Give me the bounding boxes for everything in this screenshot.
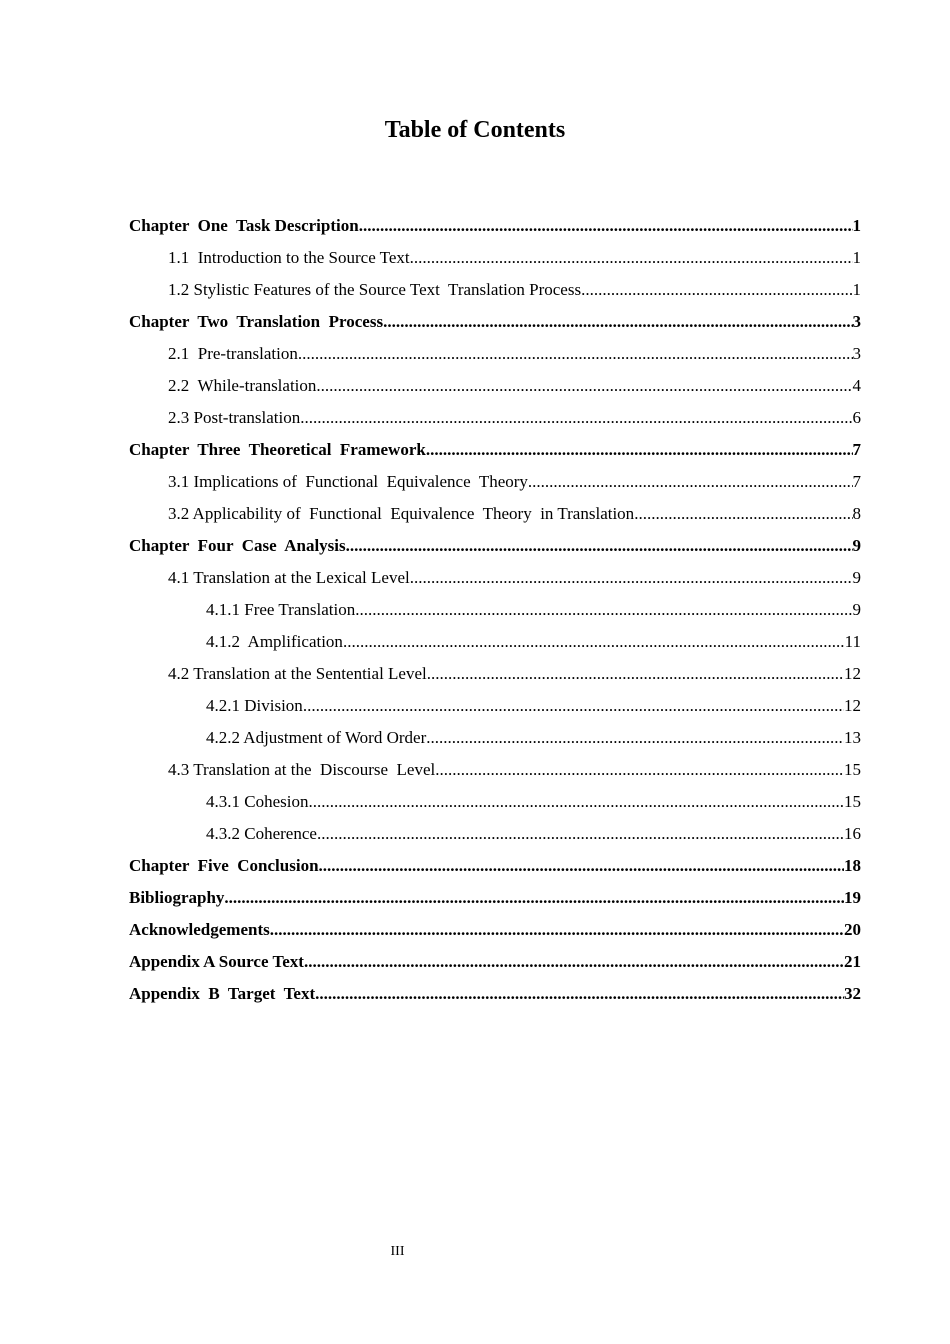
toc-dot-leader: [528, 466, 853, 498]
toc-entry[interactable]: [129, 562, 861, 594]
toc-dot-leader: [315, 978, 844, 1010]
toc-dot-leader: [581, 274, 852, 306]
toc-entry[interactable]: [129, 498, 861, 530]
toc-entry[interactable]: [129, 978, 861, 1010]
toc-entry-page: 13: [844, 728, 861, 747]
toc-entry-label: 4.1.1 Free Translation: [206, 600, 356, 619]
toc-dot-leader: [634, 498, 852, 530]
toc-entry[interactable]: [129, 850, 861, 882]
toc-entry[interactable]: [129, 818, 861, 850]
toc-dot-leader: [319, 850, 844, 882]
toc-entry-label: 4.3 Translation at the Discourse Level: [168, 760, 436, 779]
page-number: III: [390, 1244, 405, 1259]
toc-dot-leader: [426, 434, 853, 466]
toc-entry-page: 9: [852, 568, 861, 587]
toc-entry[interactable]: [129, 466, 861, 498]
toc-entry[interactable]: [129, 530, 861, 562]
toc-dot-leader: [304, 946, 844, 978]
toc-entry[interactable]: [129, 946, 861, 978]
toc-entry-label: 4.1.2 Amplification: [206, 632, 343, 651]
toc-dot-leader: [317, 818, 844, 850]
toc-entry-page: 8: [852, 504, 861, 523]
toc-entry[interactable]: [129, 434, 861, 466]
toc-entry[interactable]: [129, 786, 861, 818]
page-title: Table of Contents: [384, 117, 566, 143]
toc-entry-page: 1: [852, 216, 861, 235]
toc-entry-page: 6: [852, 408, 861, 427]
toc-entry-page: 1: [852, 248, 861, 267]
table-of-contents: [129, 210, 861, 1010]
toc-dot-leader: [343, 626, 845, 658]
toc-dot-leader: [224, 882, 844, 914]
toc-entry-label: 4.2 Translation at the Sentential Level: [168, 664, 427, 683]
toc-entry-label: 1.1 Introduction to the Source Text: [168, 248, 410, 267]
toc-entry-page: 7: [852, 472, 861, 491]
toc-entry-label: 3.1 Implications of Functional Equivalence Theory: [168, 472, 528, 491]
toc-entry[interactable]: [129, 754, 861, 786]
toc-dot-leader: [316, 370, 852, 402]
toc-entry-page: 15: [844, 792, 861, 811]
toc-entry-label: Acknowledgements: [129, 920, 270, 939]
toc-entry[interactable]: [129, 626, 861, 658]
toc-dot-leader: [346, 530, 853, 562]
toc-entry[interactable]: [129, 402, 861, 434]
toc-dot-leader: [426, 722, 844, 754]
toc-entry-label: 4.2.1 Division: [206, 696, 303, 715]
toc-entry-page: 12: [844, 696, 861, 715]
toc-entry[interactable]: [129, 242, 861, 274]
toc-dot-leader: [435, 754, 844, 786]
toc-entry-label: 4.2.2 Adjustment of Word Order: [206, 728, 427, 747]
toc-dot-leader: [355, 594, 852, 626]
toc-entry[interactable]: [129, 274, 861, 306]
toc-entry[interactable]: [129, 210, 861, 242]
toc-entry-label: 4.3.1 Cohesion: [206, 792, 309, 811]
toc-entry-page: 3: [852, 312, 861, 331]
toc-entry-page: 20: [844, 920, 861, 939]
toc-entry-page: 15: [844, 760, 861, 779]
toc-entry-label: Chapter Three Theoretical Framework: [129, 440, 426, 459]
toc-entry[interactable]: [129, 722, 861, 754]
toc-entry-label: 4.3.2 Coherence: [206, 824, 317, 843]
toc-entry-label: 1.2 Stylistic Features of the Source Text Translation Process: [168, 280, 582, 299]
toc-dot-leader: [359, 210, 853, 242]
toc-entry-label: Chapter Two Translation Process: [129, 312, 384, 331]
toc-entry-label: Appendix B Target Text: [129, 984, 316, 1003]
toc-entry-page: 7: [852, 440, 861, 459]
toc-entry-page: 1: [852, 280, 861, 299]
toc-entry[interactable]: [129, 306, 861, 338]
toc-entry-page: 4: [852, 376, 861, 395]
toc-entry-page: 12: [844, 664, 861, 683]
toc-entry-page: 9: [852, 536, 861, 555]
toc-dot-leader: [300, 402, 852, 434]
toc-entry-label: 2.1 Pre-translation: [168, 344, 298, 363]
toc-entry-page: 16: [844, 824, 861, 843]
toc-dot-leader: [410, 242, 853, 274]
toc-entry[interactable]: [129, 914, 861, 946]
toc-entry-page: 18: [844, 856, 861, 875]
toc-entry[interactable]: [129, 370, 861, 402]
toc-entry[interactable]: [129, 658, 861, 690]
toc-entry-label: Chapter Four Case Analysis: [129, 536, 346, 555]
toc-entry-label: 3.2 Applicability of Functional Equivalence Theory in Translation: [168, 504, 635, 523]
toc-entry[interactable]: [129, 690, 861, 722]
toc-entry-page: 21: [844, 952, 861, 971]
toc-entry[interactable]: [129, 594, 861, 626]
toc-entry-page: 19: [844, 888, 861, 907]
toc-entry-label: 4.1 Translation at the Lexical Level: [168, 568, 410, 587]
toc-entry-page: 9: [852, 600, 861, 619]
toc-dot-leader: [303, 690, 844, 722]
toc-entry[interactable]: [129, 338, 861, 370]
toc-entry-label: 2.3 Post-translation: [168, 408, 301, 427]
toc-entry-label: Chapter One Task Description: [129, 216, 359, 235]
toc-dot-leader: [383, 306, 852, 338]
toc-dot-leader: [427, 658, 844, 690]
toc-entry-page: 3: [852, 344, 861, 363]
toc-entry-page: 11: [844, 632, 861, 651]
toc-entry-label: Appendix A Source Text: [129, 952, 304, 971]
toc-entry[interactable]: [129, 882, 861, 914]
toc-entry-label: Bibliography: [129, 888, 225, 907]
toc-entry-label: Chapter Five Conclusion: [129, 856, 319, 875]
toc-dot-leader: [270, 914, 844, 946]
toc-dot-leader: [308, 786, 844, 818]
toc-entry-label: 2.2 While-translation: [168, 376, 317, 395]
toc-entry-page: 32: [844, 984, 861, 1003]
toc-dot-leader: [298, 338, 853, 370]
toc-dot-leader: [410, 562, 853, 594]
